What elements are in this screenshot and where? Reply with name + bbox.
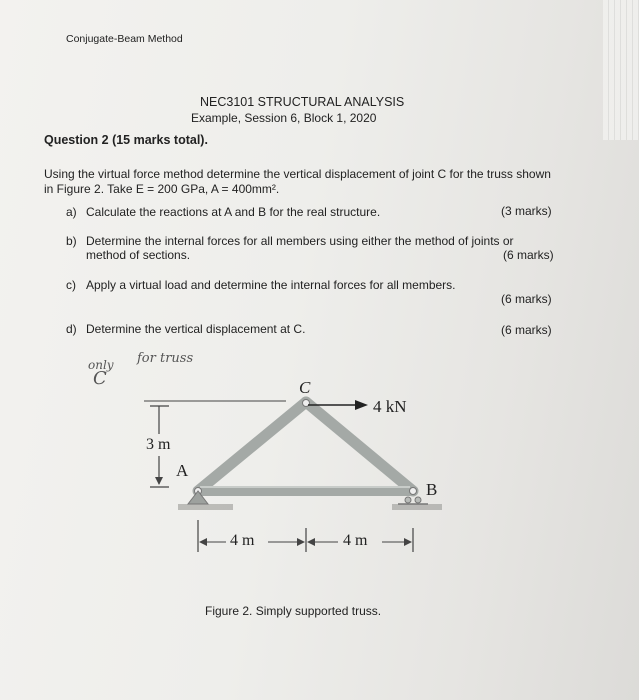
label-span-left: 4 m xyxy=(230,532,255,549)
handwritten-note-c: C xyxy=(93,368,107,389)
part-d-text: Determine the vertical displacement at C. xyxy=(86,322,306,336)
question-intro-line2: in Figure 2. Take E = 200 GPa, A = 400mm². xyxy=(44,182,280,196)
member-ac xyxy=(198,402,306,491)
ground-left xyxy=(178,504,233,510)
part-a-text: Calculate the reactions at A and B for the real structure. xyxy=(86,205,381,219)
figure-caption: Figure 2. Simply supported truss. xyxy=(205,604,382,618)
label-load: 4 kN xyxy=(373,397,407,416)
example-subtitle: Example, Session 6, Block 1, 2020 xyxy=(191,111,377,125)
part-b-label: b) xyxy=(66,234,77,248)
part-c-text: Apply a virtual load and determine the internal forces for all members. xyxy=(86,278,456,292)
label-span-right: 4 m xyxy=(343,532,368,549)
label-height: 3 m xyxy=(146,436,171,453)
label-b: B xyxy=(426,480,438,499)
ground-right xyxy=(392,504,442,510)
part-d-marks: (6 marks) xyxy=(501,323,552,337)
label-c: C xyxy=(299,378,311,397)
roller-b-1 xyxy=(405,497,411,503)
handwritten-note-for-truss: for truss xyxy=(137,351,194,366)
part-a-marks: (3 marks) xyxy=(501,204,552,218)
question-intro-line1: Using the virtual force method determine the vertical displacement of joint C for the truss shown xyxy=(44,167,551,181)
part-b-marks: (6 marks) xyxy=(503,248,554,262)
roller-b-2 xyxy=(415,497,421,503)
handwritten-note-only: only xyxy=(88,358,114,372)
joint-b xyxy=(410,488,417,495)
part-a-label: a) xyxy=(66,205,77,219)
load-arrow-head xyxy=(355,400,368,410)
section-header: Conjugate-Beam Method xyxy=(66,33,183,45)
label-a: A xyxy=(176,461,189,480)
course-title: NEC3101 STRUCTURAL ANALYSIS xyxy=(200,95,405,109)
part-c-label: c) xyxy=(66,278,76,292)
part-b-text-line1: Determine the internal forces for all members using either the method of joints or xyxy=(86,234,514,248)
part-c-marks: (6 marks) xyxy=(501,292,552,306)
part-d-label: d) xyxy=(66,322,77,336)
question-title: Question 2 (15 marks total). xyxy=(44,133,208,147)
part-b-text-line2: method of sections. xyxy=(86,248,191,262)
